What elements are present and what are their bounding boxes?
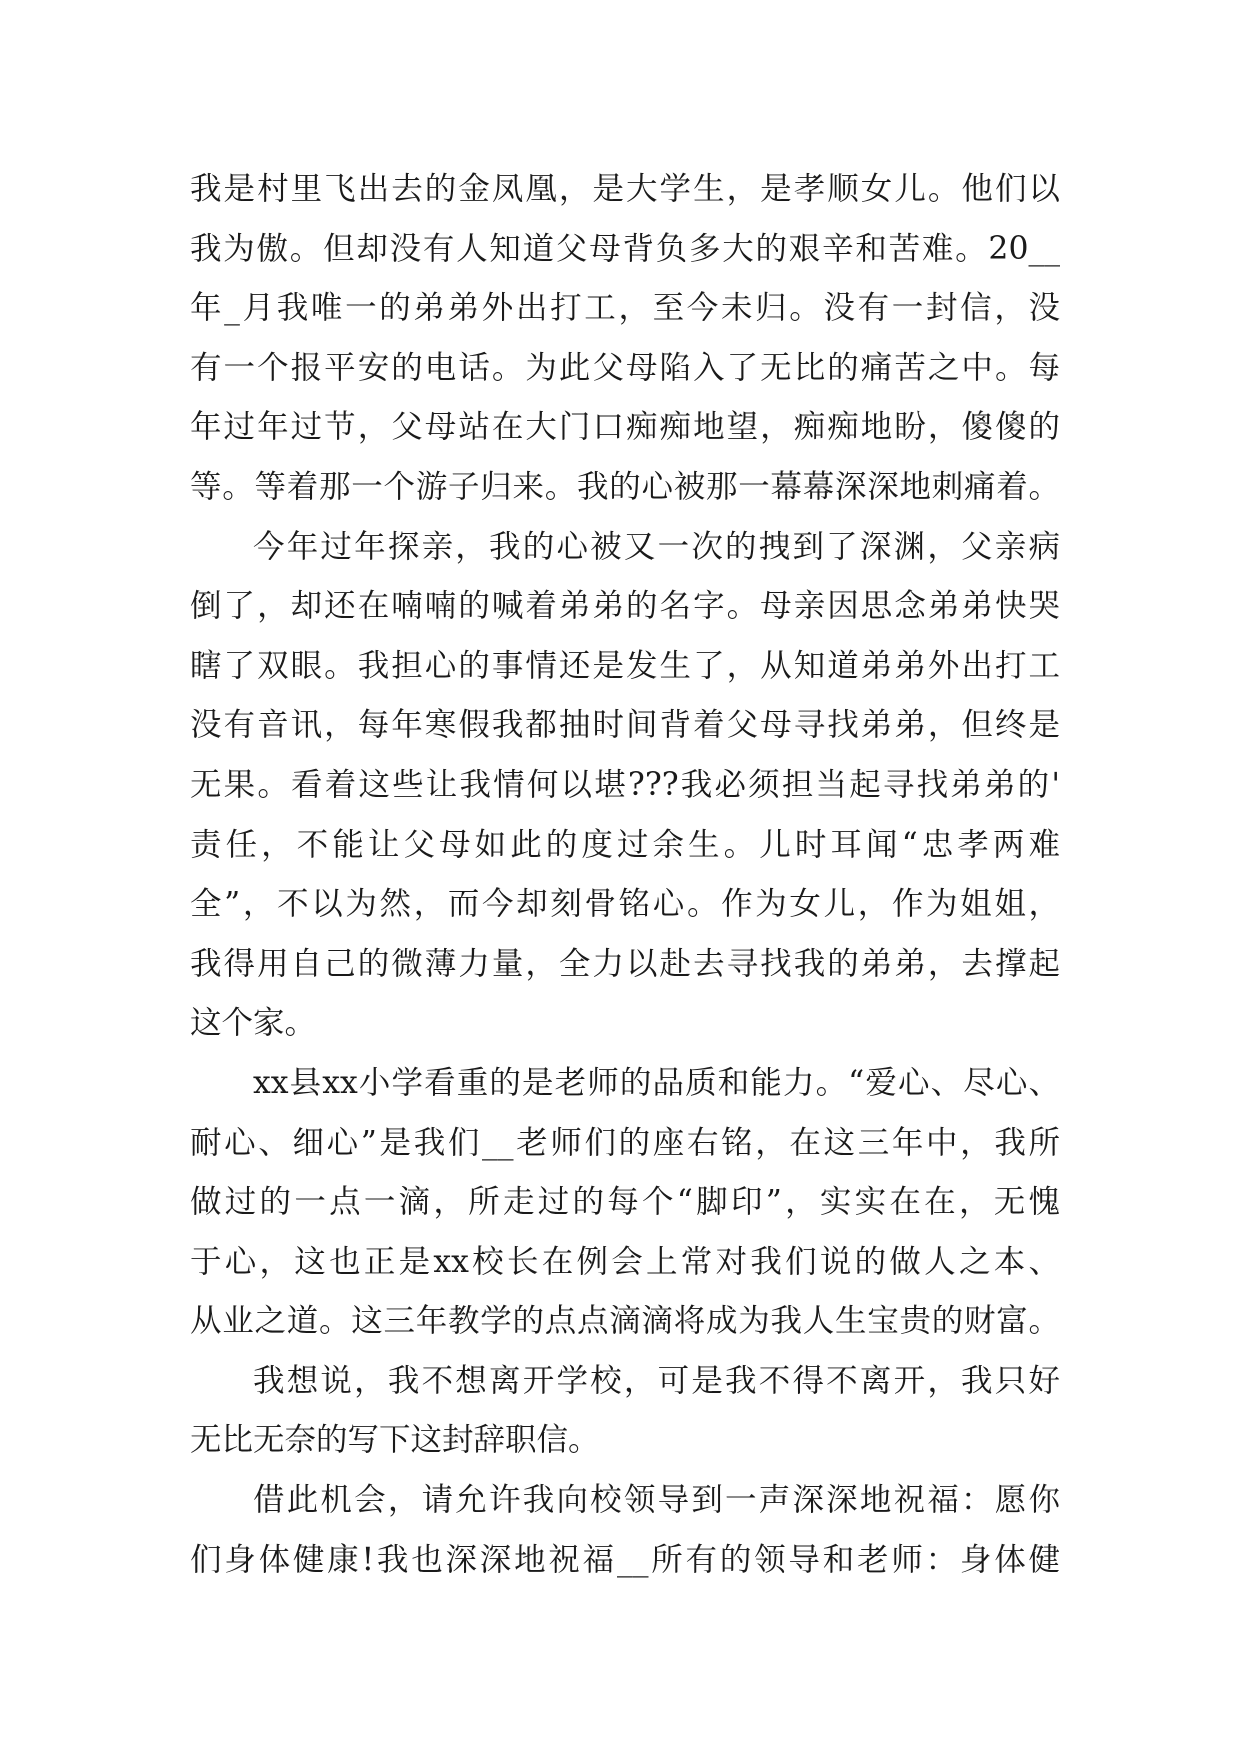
paragraph-start-line: 今年过年探亲，我的心被又一次的拽到了深渊，父亲病 <box>253 528 1060 565</box>
text-line: 年过年过节，父母站在大门口痴痴地望，痴痴地盼，傻傻的 <box>190 409 1060 446</box>
paragraph-end-line: 这个家。 <box>190 1005 317 1042</box>
text-line: 没有音讯，每年寒假我都抽时间背着父母寻找弟弟，但终是 <box>190 707 1060 744</box>
paragraph-start-line: xx县xx小学看重的是老师的品质和能力。“爱心、尽心、 <box>253 1064 1060 1101</box>
paragraph-end-line: 无比无奈的写下这封辞职信。 <box>190 1422 600 1459</box>
text-line: 瞎了双眼。我担心的事情还是发生了，从知道弟弟外出打工 <box>190 647 1060 684</box>
text-line: 无果。看着这些让我情何以堪???我必须担当起寻找弟弟的' <box>190 766 1060 803</box>
text-line: 年_月我唯一的弟弟外出打工，至今未归。没有一封信，没 <box>190 290 1060 327</box>
text-line: 从业之道。这三年教学的点点滴滴将成为我人生宝贵的财富。 <box>190 1303 1060 1340</box>
letter-body <box>190 160 1060 1590</box>
text-line: 等。等着那一个游子归来。我的心被那一幕幕深深地刺痛着。 <box>190 468 1060 505</box>
text-line: 我为傲。但却没有人知道父母背负多大的艰辛和苦难。20__ <box>190 230 1060 267</box>
text-line: 有一个报平安的电话。为此父母陷入了无比的痛苦之中。每 <box>190 349 1060 386</box>
text-line: 做过的一点一滴，所走过的每个“脚印”，实实在在，无愧 <box>190 1184 1060 1221</box>
text-line: 耐心、细心”是我们__老师们的座右铭，在这三年中，我所 <box>190 1124 1060 1161</box>
text-line: 倒了，却还在喃喃的喊着弟弟的名字。母亲因思念弟弟快哭 <box>190 588 1060 625</box>
text-line: 们身体健康!我也深深地祝福__所有的领导和老师：身体健 <box>190 1541 1060 1578</box>
text-line: 于心，这也正是xx校长在例会上常对我们说的做人之本、 <box>190 1243 1060 1280</box>
text-line: 我是村里飞出去的金凤凰，是大学生，是孝顺女儿。他们以 <box>190 171 1060 207</box>
paragraph-start-line: 借此机会，请允许我向校领导到一声深深地祝福：愿你 <box>253 1482 1060 1519</box>
text-line: 责任，不能让父母如此的度过余生。儿时耳闻“忠孝两难 <box>190 826 1060 863</box>
paragraph-start-line: 我想说，我不想离开学校，可是我不得不离开，我只好 <box>253 1362 1060 1399</box>
text-line: 我得用自己的微薄力量，全力以赴去寻找我的弟弟，去撑起 <box>190 945 1060 982</box>
text-line: 全”，不以为然，而今却刻骨铭心。作为女儿，作为姐姐， <box>190 886 1060 923</box>
